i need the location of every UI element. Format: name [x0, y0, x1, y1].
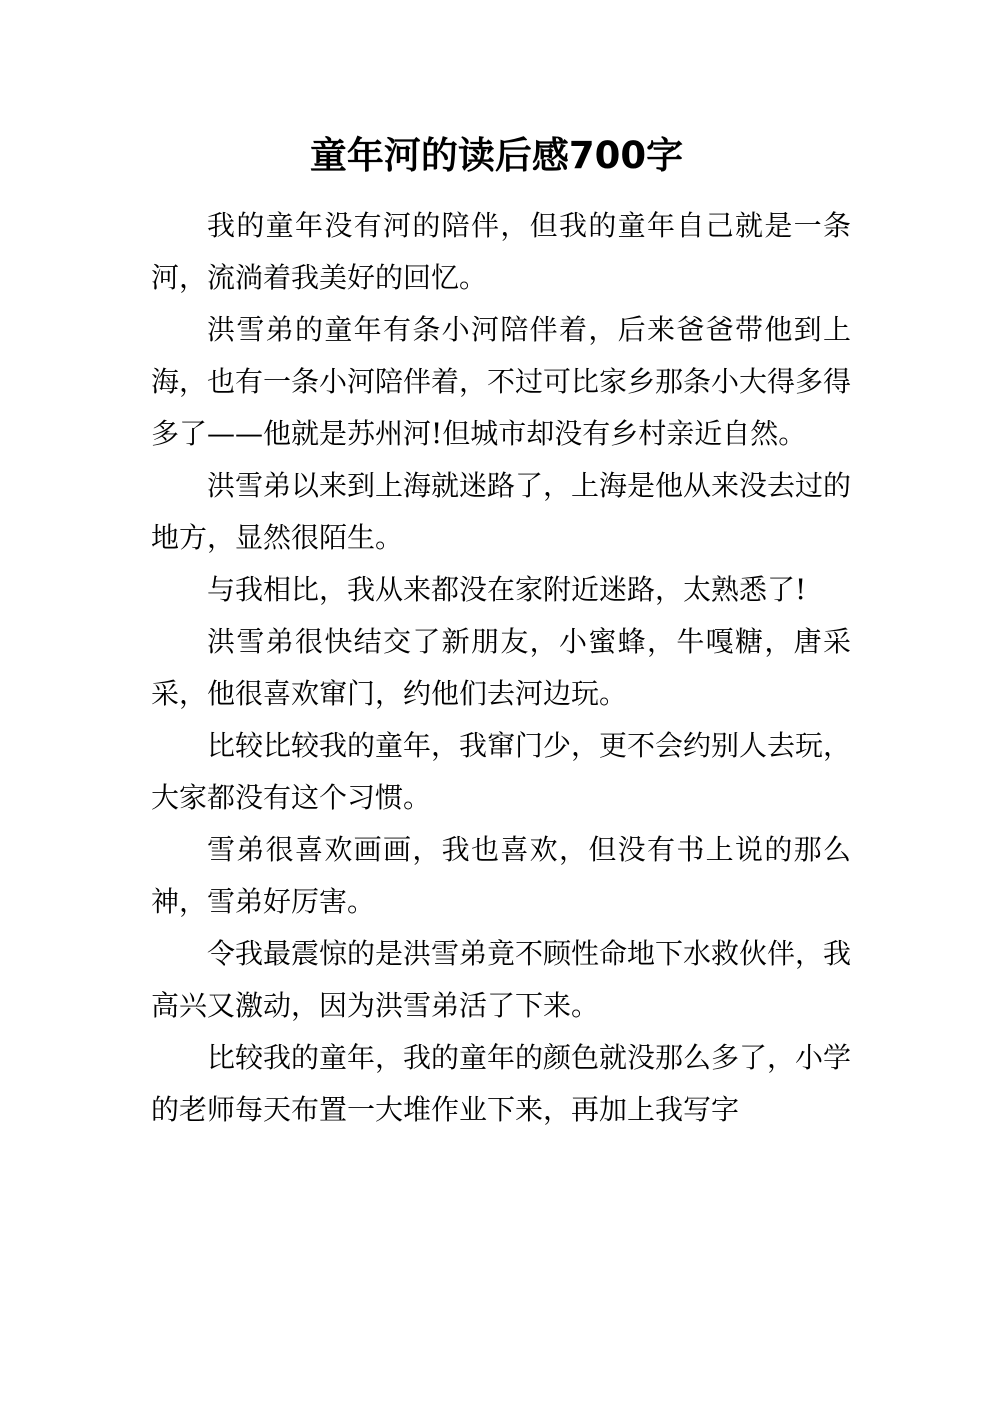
document-body [151, 200, 851, 1136]
document-title: 童年河的读后感700字 [309, 134, 684, 177]
paragraph: 雪弟很喜欢画画，我也喜欢，但没有书上说的那么神，雪弟好厉害。 [151, 833, 851, 918]
paragraph: 我的童年没有河的陪伴，但我的童年自己就是一条河，流淌着我美好的回忆。 [151, 209, 851, 294]
paragraph: 洪雪弟以来到上海就迷路了，上海是他从来没去过的地方，显然很陌生。 [151, 469, 852, 554]
paragraph: 洪雪弟很快结交了新朋友，小蜜蜂，牛嘎糖，唐采采，他很喜欢窜门，约他们去河边玩。 [151, 625, 851, 710]
paragraph: 令我最震惊的是洪雪弟竟不顾性命地下水救伙伴，我高兴又激动，因为洪雪弟活了下来。 [151, 937, 852, 1022]
paragraph: 比较我的童年，我的童年的颜色就没那么多了，小学的老师每天布置一大堆作业下来，再加上我写字 [151, 1041, 852, 1126]
paragraph: 洪雪弟的童年有条小河陪伴着，后来爸爸带他到上海，也有一条小河陪伴着，不过可比家乡那条小大得多得多了——他就是苏州河!但城市却没有乡村亲近自然。 [151, 313, 852, 450]
paragraph: 与我相比，我从来都没在家附近迷路，太熟悉了! [207, 573, 807, 606]
paragraph: 比较比较我的童年，我窜门少，更不会约别人去玩，大家都没有这个习惯。 [151, 729, 852, 814]
